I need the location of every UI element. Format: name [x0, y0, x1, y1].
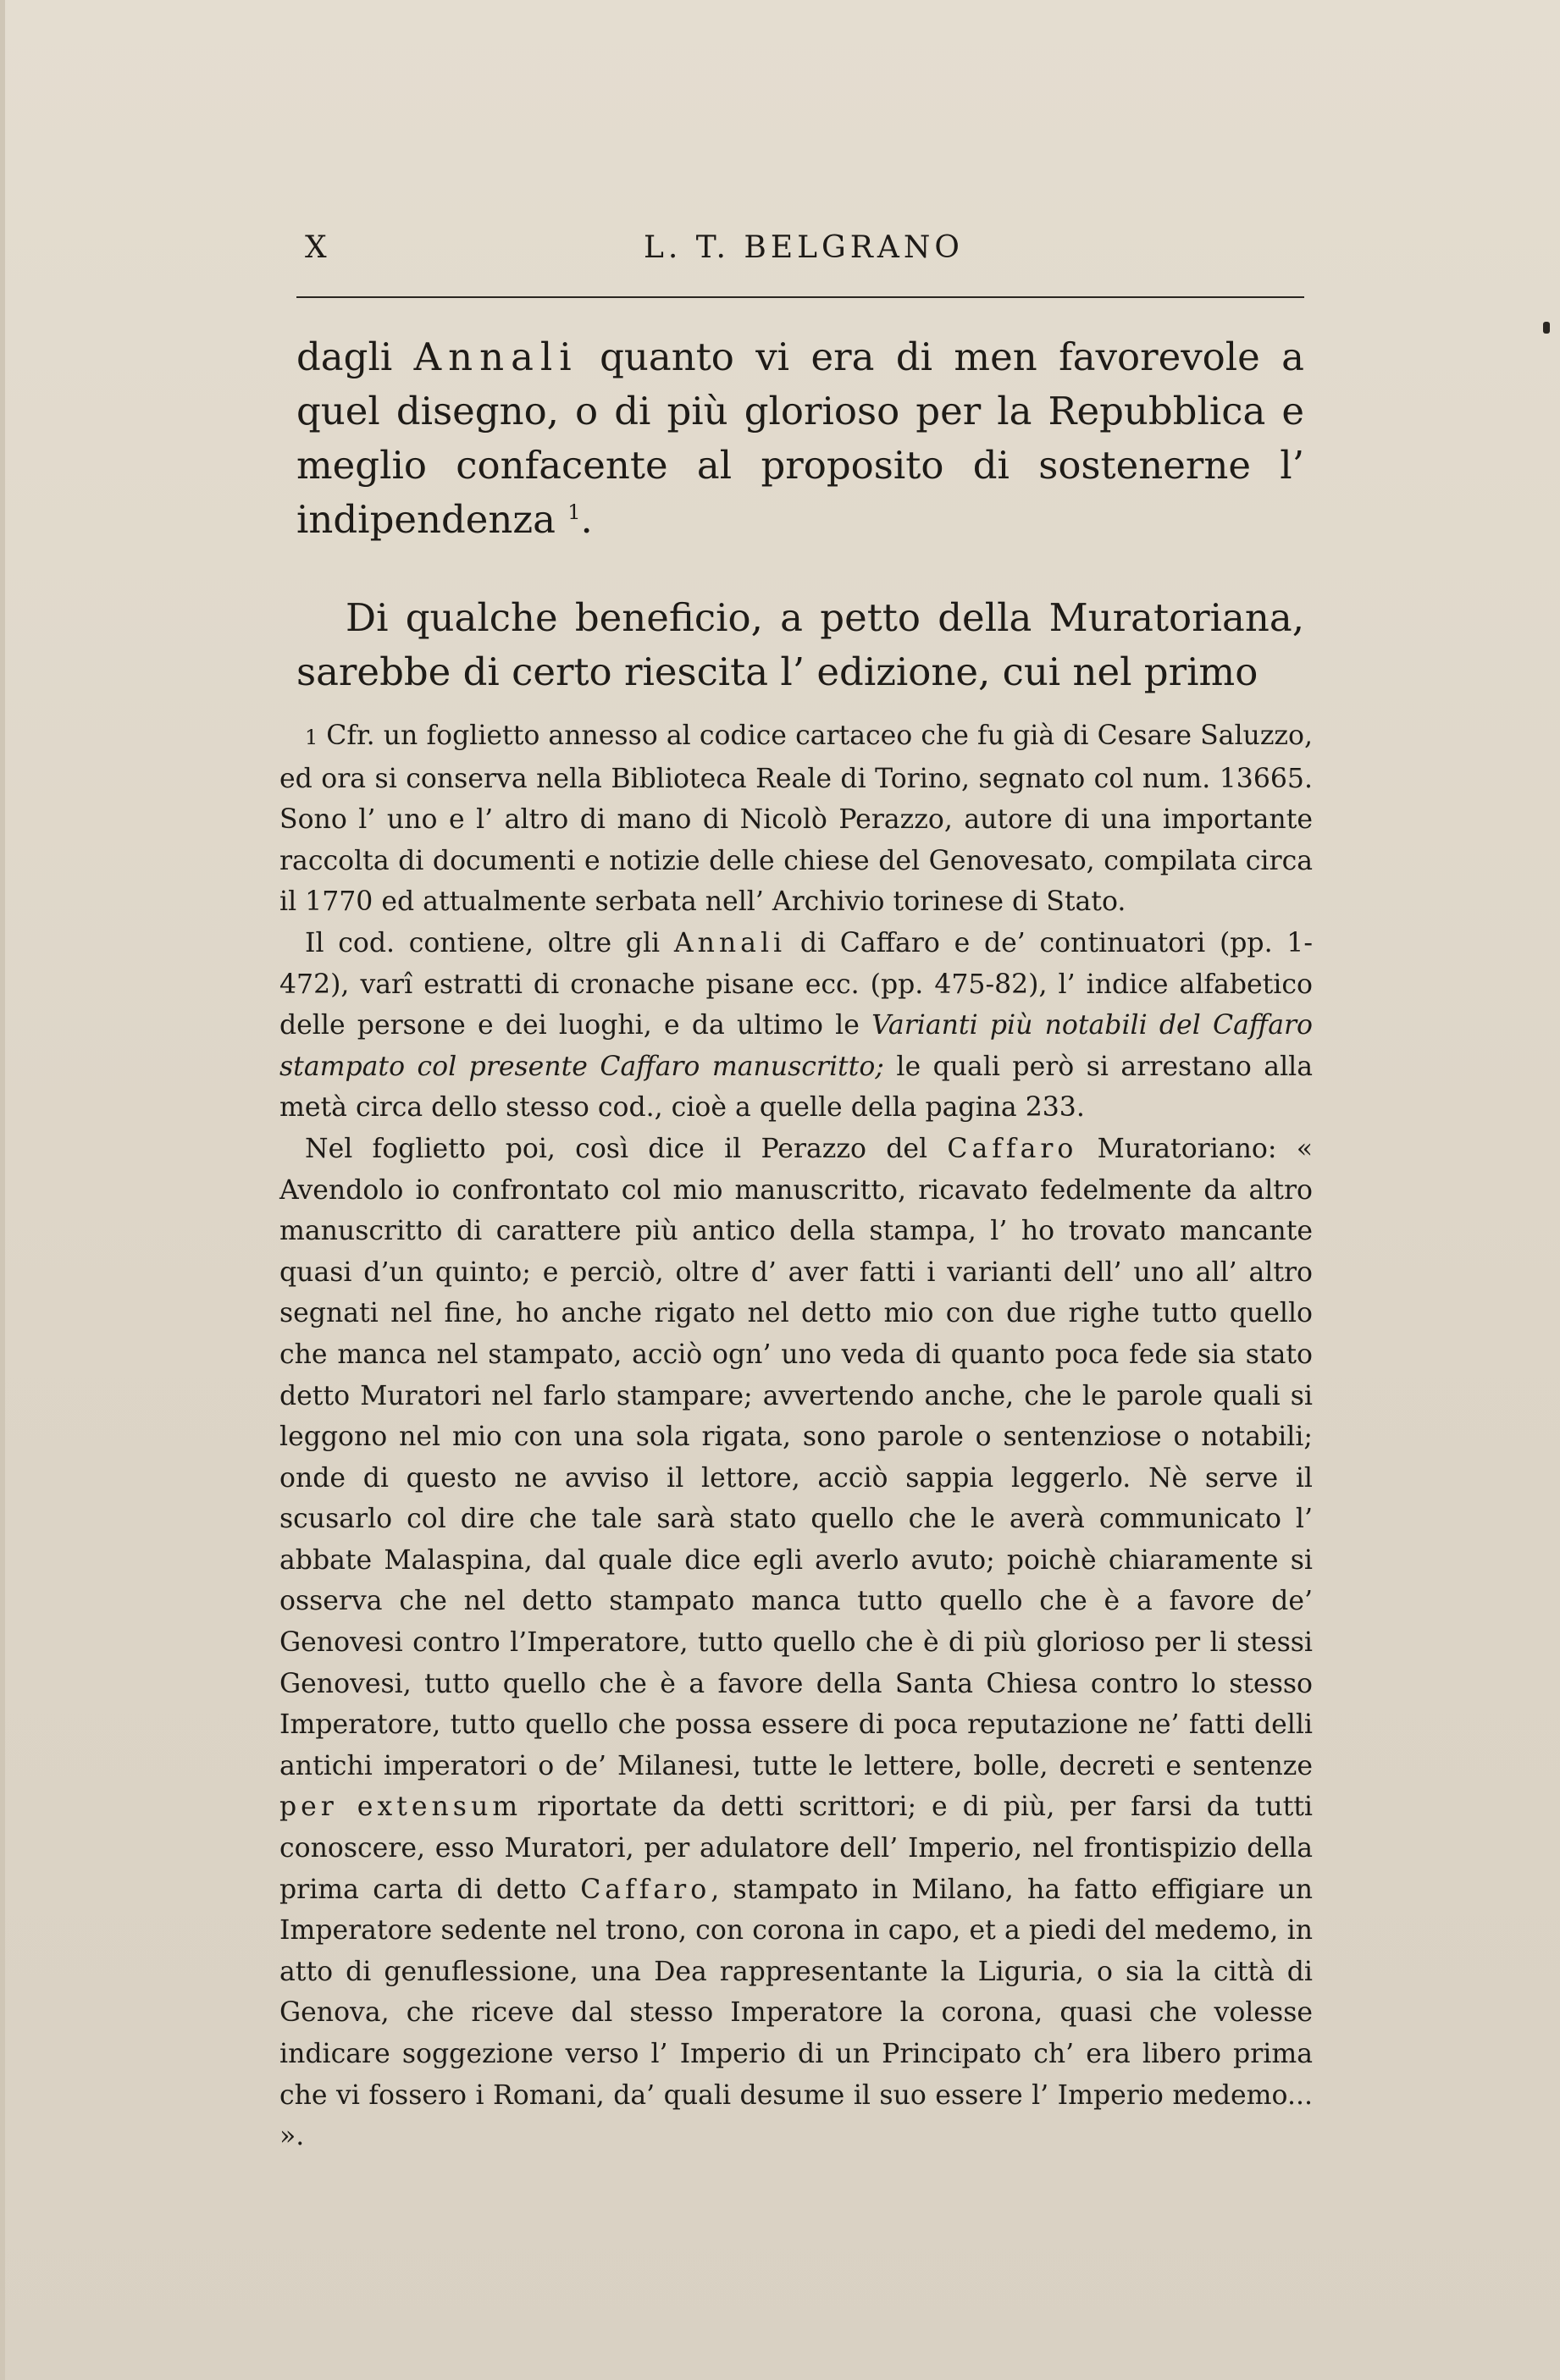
text-run: Muratoriano: « Avendolo io confrontato col mio manuscritto, ricavato fedelmente da altro manuscritto di carattere più antico della stampa, l’ ho trovato mancante quasi d’un quinto; e perciò, oltre d’ aver fatti i varianti dell’ uno all’ altro segnati nel fine, ho anche rigato nel detto mio con due righe tutto quello che manca nel stampato, acciò ogn’ uno veda di quanto poca fede sia stato detto Muratori nel farlo stampare; avvertendo anche, che le parole quali si leggono nel mio con una sola rigata, sono parole o sentenziose o notabili; onde di questo ne avviso il lettore, acciò sappia leggerlo. Nè serve il scusarlo col dire che tale sarà stato quello che le averà communicato l’ abbate Malaspina, dal quale dice egli averlo avuto; poichè chiaramente si osserva che nel detto stampato manca tutto quello che è a favore de’ Genovesi contro l’Imperatore, tutto quello che è di più glorioso per li stessi Genovesi, tutto quello che è a favore della Santa Chiesa contro lo stesso Imperatore, tutto quello che possa essere di poca reputazione ne’ fatti delli antichi imperatori o de’ Milanesi, tutte le lettere, bolle, decreti e sentenze	[279, 1133, 1313, 1781]
spaced-title: Caffaro	[580, 1874, 711, 1905]
footnote-2	[279, 923, 1313, 1129]
spaced-title: Annali	[673, 927, 787, 958]
page-header	[305, 230, 1304, 273]
paragraph-1	[296, 330, 1304, 547]
text-run: Nel foglietto poi, così dice il Perazzo del	[305, 1133, 948, 1164]
text-run: Il cod. contiene, oltre gli	[305, 927, 674, 958]
paragraph-2: Di qualche beneficio, a petto della Muratoriana, sarebbe di certo riescita l’ edizione, cui nel primo	[296, 595, 1304, 694]
footnotes	[279, 715, 1313, 2157]
main-text	[296, 330, 1304, 699]
text-run: le quali però si arrestano alla metà circa dello stesso cod., cioè a quelle della pagina 233.	[279, 1051, 1313, 1124]
text-run: riportate da detti scrittori; e di più, per farsi da tutti conoscere, esso Muratori, per adulatore dell’ Imperio, nel frontispizio della prima carta di detto	[279, 1792, 1314, 1905]
footnote-text: Cfr. un foglietto annesso al codice cartaceo che fu già di Cesare Saluzzo, ed ora si conserva nella Biblioteca Reale di Torino, segnato col num. 13665. Sono l’ uno e l’ altro di mano di Nicolò Perazzo, autore di una importante raccolta di documenti e notizie delle chiese del Genovesato, compilata circa il 1770 ed attualmente serbata nell’ Archivio torinese di Stato.	[279, 721, 1313, 918]
spaced-title: Annali	[413, 334, 578, 379]
footnote-3	[279, 1129, 1313, 2157]
margin-mark	[1543, 322, 1550, 334]
text-run: , stampato in Milano, ha fatto effigiare un Imperatore sedente nel trono, con corona in capo, et a piedi del medemo, in atto di genuflessione, una Dea rappresentante la Liguria, o sia la città di Genova, che riceve dal stesso Imperatore la corona, quasi che volesse indicare soggezione verso l’ Imperio di un Principato ch’ era libero prima che vi fossero i Romani, da’ quali desume il suo essere l’ Imperio medemo... ».	[279, 1874, 1313, 2152]
spaced-phrase: per extensum	[279, 1792, 523, 1823]
page-number: X	[305, 230, 329, 265]
footnote-reference: 1	[567, 500, 581, 524]
text-run: .	[580, 497, 593, 542]
footnote-1	[279, 715, 1313, 923]
running-head: L. T. BELGRANO	[644, 230, 964, 265]
text-run: dagli	[296, 334, 414, 379]
header-rule	[296, 296, 1304, 298]
spaced-title: Caffaro	[947, 1133, 1078, 1164]
footnote-mark: 1	[305, 726, 318, 749]
text-run: di Caffaro e de’ continuatori (pp. 1-472), varî estratti di cronache pisane ecc. (pp. 475-82), l’ indice alfabetico delle persone e dei luoghi, e da ultimo le	[279, 927, 1313, 1041]
text-run: quanto vi era di men favorevole a quel disegno, o di più glorioso per la Repubblica e meglio confacente al proposito di sostenerne l’ indipendenza	[296, 334, 1304, 542]
italic-title: Varianti più notabili del Caffaro stampato col presente Caffaro manuscritto;	[279, 1010, 1313, 1082]
